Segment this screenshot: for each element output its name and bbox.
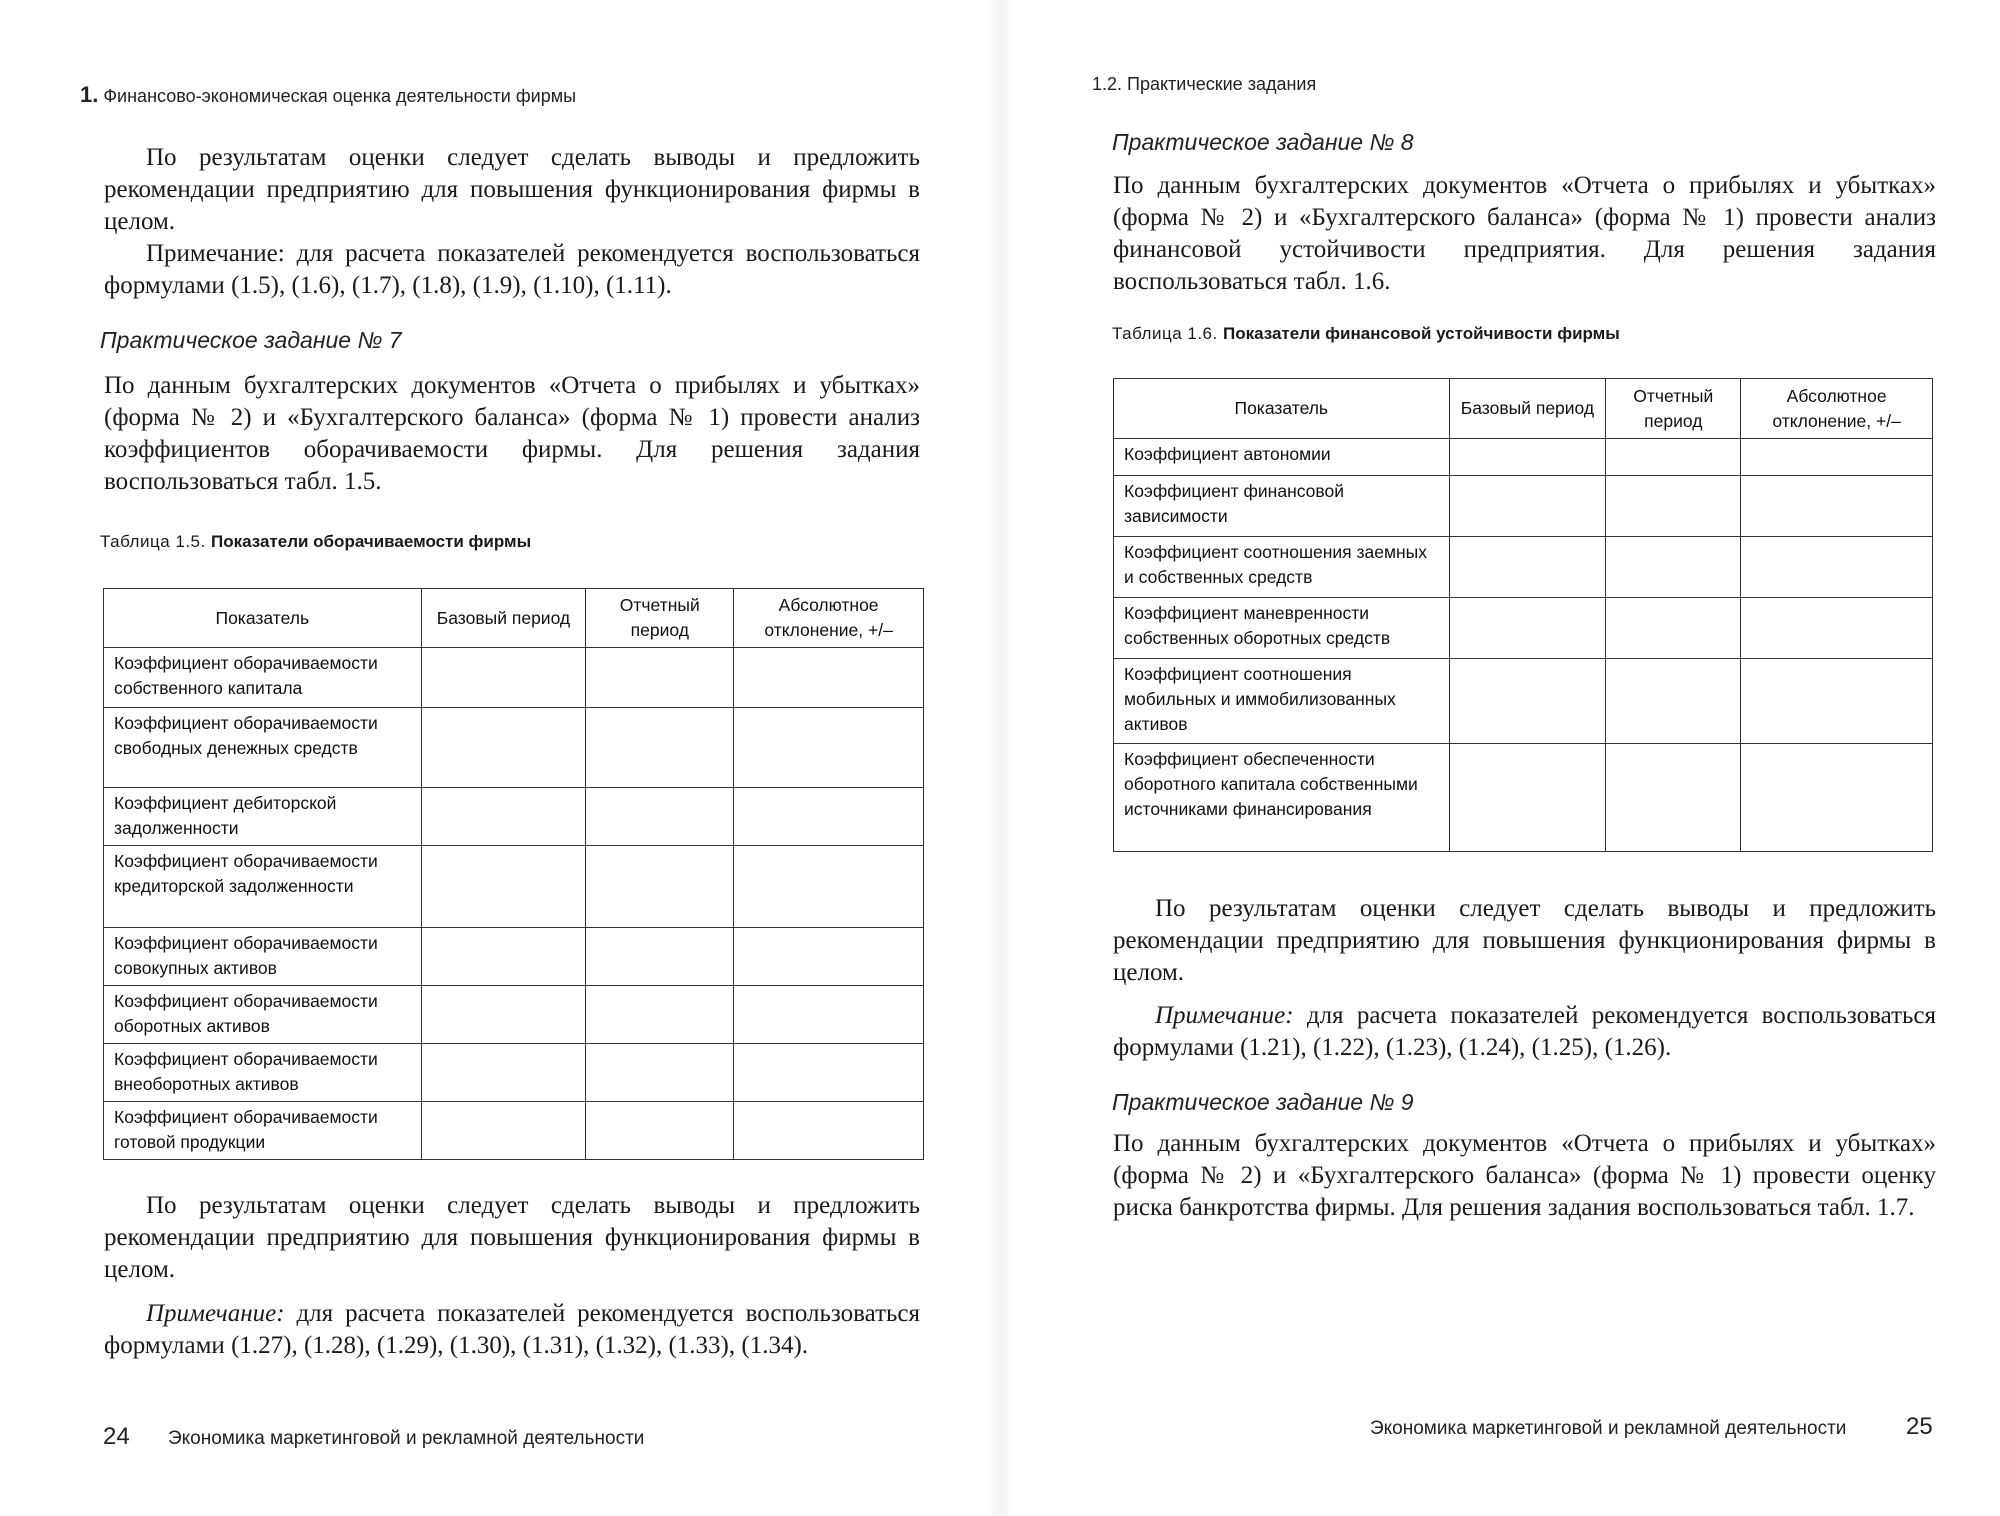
base-period-cell bbox=[421, 788, 586, 846]
table-row bbox=[104, 1044, 924, 1102]
table-row bbox=[1114, 598, 1933, 659]
report-period-cell bbox=[586, 928, 734, 986]
page-number-left: 24 bbox=[103, 1423, 130, 1450]
abs-deviation-cell bbox=[734, 648, 924, 708]
task9-text: По данным бухгалтерских документов «Отчета о прибылях и убытках» (форма № 2) и «Бухгалтерского баланса» (форма № 1) провести оценку риска банкротства фирмы. Для решения задания воспользоваться табл. 1.7. bbox=[1113, 1130, 1936, 1221]
indicator-cell: Коэффициент финансовой зависимости bbox=[1114, 476, 1450, 537]
table-1-6-label: Таблица 1.6. bbox=[1112, 324, 1218, 343]
indicator-cell: Коэффициент оборачиваемости кредиторской задолженности bbox=[104, 846, 422, 928]
base-period-cell bbox=[421, 1102, 586, 1160]
report-period-cell bbox=[586, 846, 734, 928]
left-paragraph-conclusion-2: По результатам оценки следует сделать выводы и предложить рекомендации предприятию для повышения функционирования фирмы в целом. bbox=[104, 1192, 920, 1283]
base-period-cell bbox=[1449, 537, 1606, 598]
header-indicator: Показатель bbox=[1114, 379, 1450, 439]
report-period-cell bbox=[1606, 744, 1741, 852]
abs-deviation-cell bbox=[734, 928, 924, 986]
indicator-cell: Коэффициент обеспеченности оборотного капитала собственными источниками финансирования bbox=[1114, 744, 1450, 852]
task7-title: Практическое задание № 7 bbox=[100, 327, 402, 353]
running-header-left bbox=[80, 82, 576, 108]
abs-deviation-cell bbox=[1741, 476, 1933, 537]
report-period-cell bbox=[1606, 439, 1741, 476]
indicator-cell: Коэффициент оборачиваемости готовой продукции bbox=[104, 1102, 422, 1160]
report-period-cell bbox=[586, 1044, 734, 1102]
abs-deviation-cell bbox=[734, 1102, 924, 1160]
header-base-period: Базовый период bbox=[421, 589, 586, 648]
table-1-5-caption bbox=[100, 532, 531, 552]
indicator-cell: Коэффициент соотношения мобильных и иммобилизованных активов bbox=[1114, 659, 1450, 744]
table-row bbox=[1114, 537, 1933, 598]
table-header-row bbox=[104, 589, 924, 648]
right-paragraph-conclusion: По результатам оценки следует сделать выводы и предложить рекомендации предприятию для повышения функционирования фирмы в целом. bbox=[1113, 895, 1936, 986]
left-paragraph-conclusion: По результатам оценки следует сделать выводы и предложить рекомендации предприятию для повышения функционирования фирмы в целом. bbox=[104, 144, 920, 235]
indicator-cell: Коэффициент оборачиваемости совокупных активов bbox=[104, 928, 422, 986]
left-paragraph-note-2: Примечание: для расчета показателей рекомендуется воспользоваться формулами (1.27), (1.28), (1.29), (1.30), (1.31), (1.32), (1.33), (1.34). bbox=[104, 1300, 920, 1359]
task9-title: Практическое задание № 9 bbox=[1112, 1089, 1414, 1115]
indicator-cell: Коэффициент оборачиваемости внеоборотных активов bbox=[104, 1044, 422, 1102]
table-row bbox=[1114, 476, 1933, 537]
table-row bbox=[1114, 659, 1933, 744]
indicator-cell: Коэффициент маневренности собственных оборотных средств bbox=[1114, 598, 1450, 659]
base-period-cell bbox=[1449, 744, 1606, 852]
note-label: Примечание: bbox=[146, 1300, 285, 1327]
table-1-5 bbox=[103, 588, 924, 1160]
base-period-cell bbox=[421, 928, 586, 986]
right-paragraph-note: Примечание: для расчета показателей рекомендуется воспользоваться формулами (1.21), (1.22), (1.23), (1.24), (1.25), (1.26). bbox=[1113, 1002, 1937, 1061]
table-row bbox=[104, 986, 924, 1044]
abs-deviation-cell bbox=[1741, 659, 1933, 744]
table-row bbox=[104, 928, 924, 986]
table-row bbox=[104, 1102, 924, 1160]
indicator-cell: Коэффициент оборачиваемости оборотных активов bbox=[104, 986, 422, 1044]
abs-deviation-cell bbox=[734, 846, 924, 928]
abs-deviation-cell bbox=[734, 986, 924, 1044]
abs-deviation-cell bbox=[734, 708, 924, 788]
report-period-cell bbox=[586, 708, 734, 788]
running-header-right: 1.2. Практические задания bbox=[1092, 74, 1317, 94]
report-period-cell bbox=[1606, 537, 1741, 598]
base-period-cell bbox=[421, 1044, 586, 1102]
base-period-cell bbox=[421, 648, 586, 708]
base-period-cell bbox=[421, 846, 586, 928]
report-period-cell bbox=[586, 986, 734, 1044]
header-indicator: Показатель bbox=[104, 589, 422, 648]
chapter-title: Финансово-экономическая оценка деятельности фирмы bbox=[103, 86, 577, 106]
indicator-cell: Коэффициент оборачиваемости свободных денежных средств bbox=[104, 708, 422, 788]
abs-deviation-cell bbox=[1741, 598, 1933, 659]
base-period-cell bbox=[421, 986, 586, 1044]
indicator-cell: Коэффициент оборачиваемости собственного капитала bbox=[104, 648, 422, 708]
table-row bbox=[104, 788, 924, 846]
table-1-5-label: Таблица 1.5. bbox=[100, 532, 206, 551]
report-period-cell bbox=[586, 648, 734, 708]
note-label: Примечание: bbox=[1155, 1002, 1294, 1029]
table-row bbox=[1114, 439, 1933, 476]
indicator-cell: Коэффициент автономии bbox=[1114, 439, 1450, 476]
base-period-cell bbox=[1449, 439, 1606, 476]
header-abs-deviation: Абсолютное отклонение, +/– bbox=[734, 589, 924, 648]
report-period-cell bbox=[1606, 598, 1741, 659]
abs-deviation-cell bbox=[1741, 537, 1933, 598]
header-abs-deviation: Абсолютное отклонение, +/– bbox=[1741, 379, 1933, 439]
abs-deviation-cell bbox=[1741, 744, 1933, 852]
footer-left: Экономика маркетинговой и рекламной деятельности bbox=[168, 1428, 645, 1449]
header-base-period: Базовый период bbox=[1449, 379, 1606, 439]
table-row bbox=[104, 708, 924, 788]
header-report-period: Отчетный период bbox=[1606, 379, 1741, 439]
table-1-6-caption bbox=[1112, 324, 1620, 344]
task7-text: По данным бухгалтерских документов «Отчета о прибылях и убытках» (форма № 2) и «Бухгалтерского баланса» (форма № 1) провести анализ коэффициентов оборачиваемости фирмы. Для решения задания воспользоваться табл. 1.5. bbox=[104, 372, 920, 495]
base-period-cell bbox=[1449, 476, 1606, 537]
table-1-6 bbox=[1113, 378, 1933, 852]
header-report-period: Отчетный период bbox=[586, 589, 734, 648]
page-number-right: 25 bbox=[1906, 1413, 1933, 1440]
report-period-cell bbox=[1606, 659, 1741, 744]
base-period-cell bbox=[1449, 659, 1606, 744]
table-1-5-title: Показатели оборачиваемости фирмы bbox=[210, 532, 532, 551]
task8-text: По данным бухгалтерских документов «Отчета о прибылях и убытках» (форма № 2) и «Бухгалтерского баланса» (форма № 1) провести анализ финансовой устойчивости предприятия. Для решения задания воспользоваться табл. 1.6. bbox=[1113, 172, 1936, 295]
table-row bbox=[104, 648, 924, 708]
table-header-row bbox=[1114, 379, 1933, 439]
table-row bbox=[1114, 744, 1933, 852]
left-paragraph-note: Примечание: для расчета показателей рекомендуется воспользоваться формулами (1.5), (1.6), (1.7), (1.8), (1.9), (1.10), (1.11). bbox=[104, 240, 920, 299]
report-period-cell bbox=[586, 1102, 734, 1160]
indicator-cell: Коэффициент дебиторской задолженности bbox=[104, 788, 422, 846]
right-page bbox=[1000, 0, 2000, 1516]
chapter-number: 1. bbox=[80, 82, 99, 107]
indicator-cell: Коэффициент соотношения заемных и собственных средств bbox=[1114, 537, 1450, 598]
report-period-cell bbox=[1606, 476, 1741, 537]
table-1-6-title: Показатели финансовой устойчивости фирмы bbox=[1222, 324, 1620, 343]
base-period-cell bbox=[421, 708, 586, 788]
footer-right: Экономика маркетинговой и рекламной деятельности bbox=[1370, 1418, 1847, 1439]
abs-deviation-cell bbox=[734, 1044, 924, 1102]
base-period-cell bbox=[1449, 598, 1606, 659]
abs-deviation-cell bbox=[734, 788, 924, 846]
report-period-cell bbox=[586, 788, 734, 846]
task8-title: Практическое задание № 8 bbox=[1112, 129, 1414, 155]
table-row bbox=[104, 846, 924, 928]
abs-deviation-cell bbox=[1741, 439, 1933, 476]
